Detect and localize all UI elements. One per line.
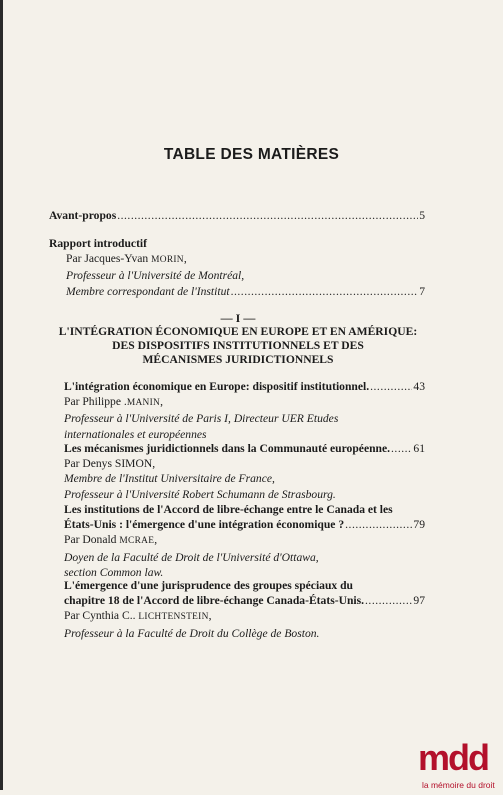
author-suffix: , xyxy=(160,395,163,409)
page-title: TABLE DES MATIÈRES xyxy=(163,146,340,163)
toc-entry-title: L'émergence d'une jurisprudence des groupes spéciaux du xyxy=(64,579,353,592)
author-suffix: , xyxy=(183,252,187,266)
toc-entry xyxy=(64,578,425,641)
page-number: 97 xyxy=(413,594,425,608)
part-heading xyxy=(30,311,446,367)
affiliation-line: Professeur à l'Université Robert Schumann de Strasbourg. xyxy=(64,487,336,501)
author-surname: MORIN xyxy=(151,255,184,266)
toc-entry-avant-propos xyxy=(49,208,425,223)
page-edge-shadow xyxy=(0,0,3,790)
toc-entry-title: États-Unis : l'émergence d'une intégration économique ? xyxy=(64,518,345,532)
author-surname: MANIN xyxy=(126,398,161,409)
affiliation-line: Membre de l'Institut Universitaire de France, xyxy=(64,472,275,486)
author-surname: MCRAE xyxy=(119,536,155,547)
affiliation-line: Professeur à l'Université de Montréal, xyxy=(66,269,245,283)
affiliation-line: Membre correspondant de l'Institut xyxy=(66,284,230,298)
author-suffix: , xyxy=(208,609,212,623)
toc-entry-heading: Rapport introductif xyxy=(49,237,148,250)
toc-entry-title: Les institutions de l'Accord de libre-échange entre le Canada et les xyxy=(64,503,393,516)
dot-leader xyxy=(231,284,419,299)
toc-entry-title: Les mécanismes juridictionnels dans la Communauté européenne. xyxy=(64,442,391,455)
author-name: Par Cynthia C.. xyxy=(64,609,139,623)
dot-leader xyxy=(391,441,412,456)
toc-entry-rapport xyxy=(49,236,425,299)
toc-entry-title: chapitre 18 de l'Accord de libre-échange Canada-États-Unis. xyxy=(64,594,365,608)
affiliation-line: Professeur à l'Université de Paris I, Directeur UER Etudes xyxy=(64,412,339,426)
author-suffix: , xyxy=(154,533,158,547)
page-number: 5 xyxy=(419,209,425,222)
part-number: — I — xyxy=(220,311,256,325)
toc-entry-title: L'intégration économique en Europe: dispositif institutionnel. xyxy=(64,380,370,393)
dot-leader xyxy=(117,208,418,223)
mdd-logo xyxy=(416,730,503,790)
page-number: 43 xyxy=(413,380,425,393)
dot-leader xyxy=(370,379,412,394)
author-line xyxy=(64,608,425,625)
dot-leader xyxy=(365,593,412,608)
author-line xyxy=(49,251,425,268)
part-title-line: L'INTÉGRATION ÉCONOMIQUE EN EUROPE ET EN AMÉRIQUE: xyxy=(58,325,418,338)
logo-text: mdd xyxy=(418,737,488,778)
toc-entry-label: Avant-propos xyxy=(49,209,117,222)
part-title-line: MÉCANISMES JURIDICTIONNELS xyxy=(142,353,334,366)
author-name: Par Donald xyxy=(64,533,120,547)
logo-tagline: la mémoire du droit xyxy=(422,780,495,790)
page-number: 61 xyxy=(413,442,425,455)
author-line xyxy=(64,532,425,549)
toc-entry xyxy=(64,441,425,502)
dot-leader xyxy=(345,517,412,532)
part-title-line: DES DISPOSITIFS INSTITUTIONNELS ET DES xyxy=(112,339,364,352)
author-line: Par Denys SIMON, xyxy=(64,457,156,471)
affiliation-line: Doyen de la Faculté de Droit de l'Université d'Ottawa, xyxy=(64,550,319,564)
author-name: Par Philippe . xyxy=(64,395,127,409)
affiliation-line: Professeur à la Faculté de Droit du Collège de Boston. xyxy=(64,626,320,640)
author-line xyxy=(64,394,425,411)
page-number: 7 xyxy=(419,284,425,298)
author-surname: LICHTENSTEIN xyxy=(138,612,209,623)
toc-entry xyxy=(64,379,425,442)
mdd-logo-mark xyxy=(416,730,503,790)
affiliation-line: internationales et européennes xyxy=(64,427,207,441)
page-number: 79 xyxy=(413,518,425,532)
affiliation-line: section Common law. xyxy=(64,565,164,579)
toc-entry xyxy=(64,502,425,580)
author-name: Par Jacques-Yvan xyxy=(66,252,152,266)
